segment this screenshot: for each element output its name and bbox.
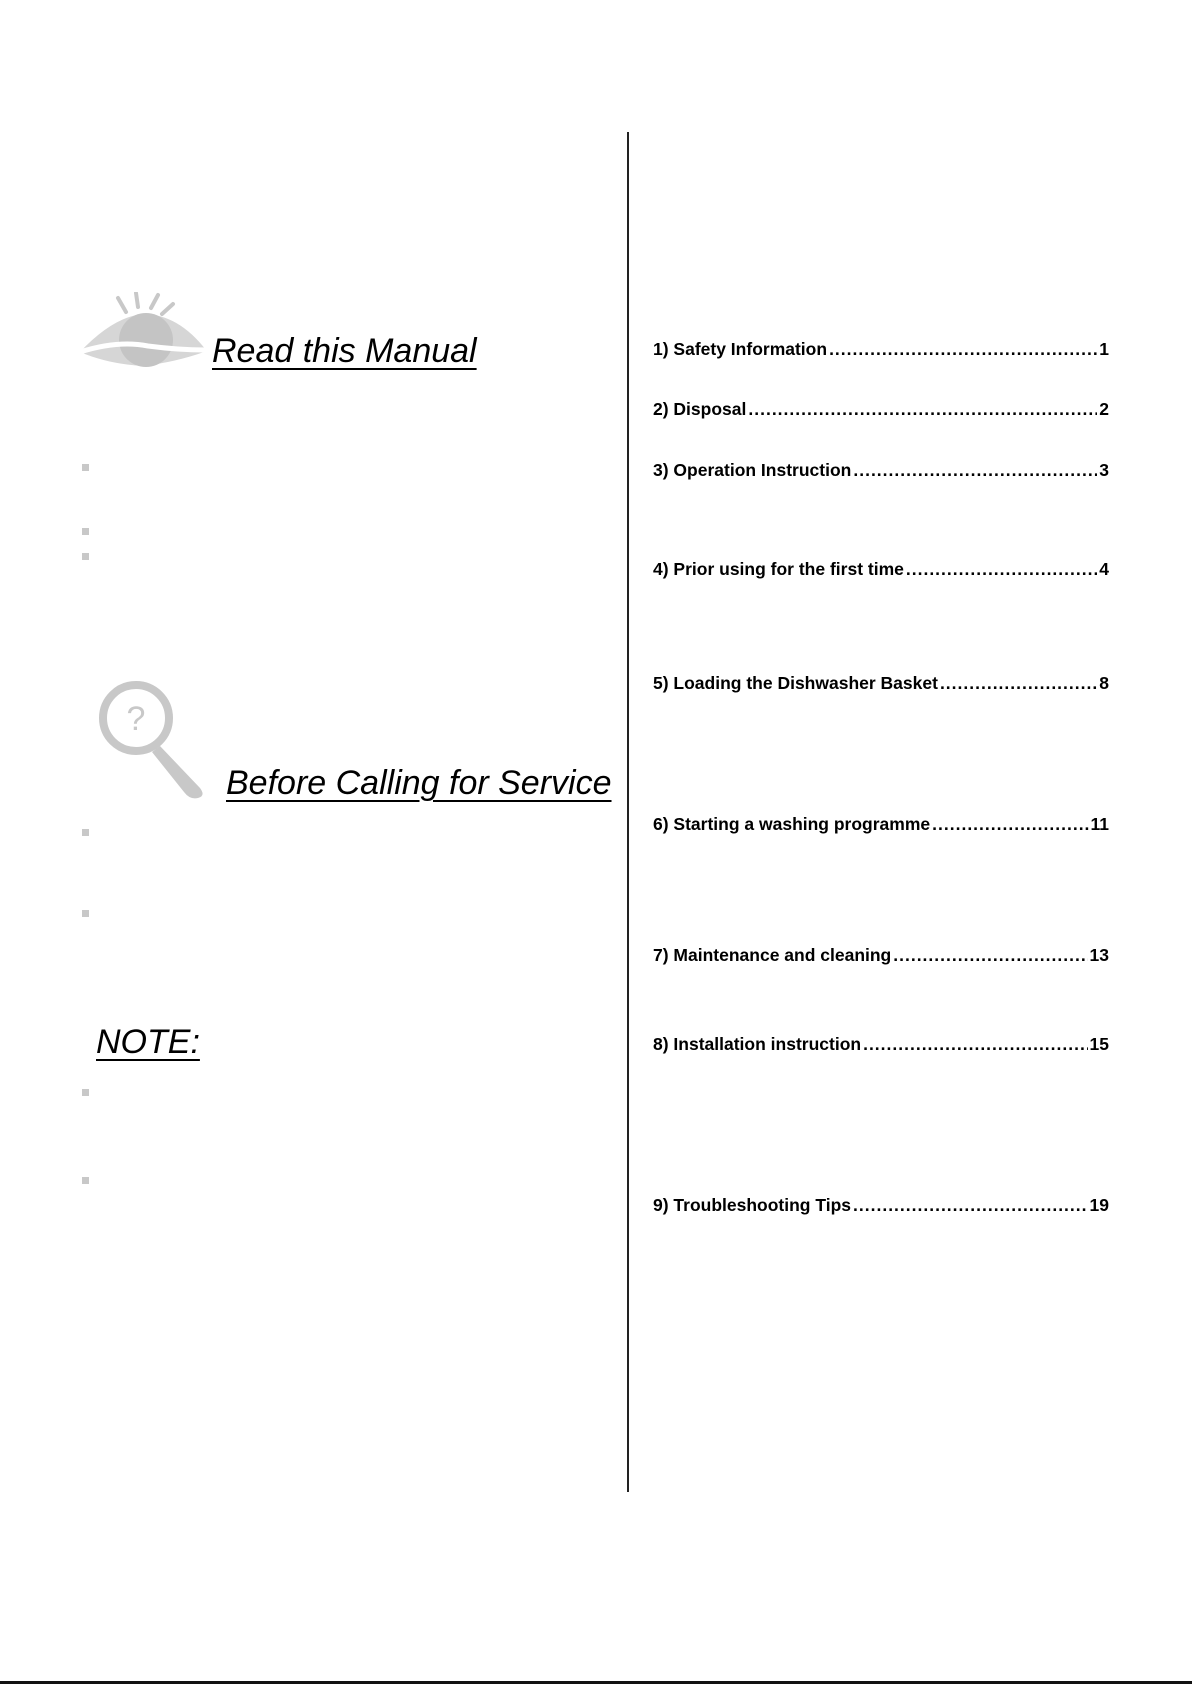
toc-page: 19 xyxy=(1089,1195,1109,1215)
toc-leader xyxy=(932,814,1088,834)
magnifier-question-icon xyxy=(98,680,213,802)
toc-item-safety-information[interactable] xyxy=(653,339,1109,359)
toc-leader xyxy=(893,945,1087,965)
eye-icon xyxy=(78,292,208,377)
toc-label: 7) Maintenance and cleaning xyxy=(653,945,892,965)
toc-leader xyxy=(853,460,1097,480)
toc-leader xyxy=(863,1034,1087,1054)
square-bullet-icon xyxy=(82,1089,89,1096)
toc-item-troubleshooting[interactable] xyxy=(653,1195,1109,1215)
toc-page: 15 xyxy=(1089,1034,1109,1054)
service-heading: Before Calling for Service xyxy=(226,764,612,802)
note-heading: NOTE: xyxy=(96,1023,200,1061)
toc-page: 2 xyxy=(1099,399,1109,419)
toc-item-operation-instruction[interactable] xyxy=(653,460,1109,480)
toc-label: 4) Prior using for the first time xyxy=(653,559,904,579)
toc-item-installation[interactable] xyxy=(653,1034,1109,1054)
toc-item-starting-programme[interactable] xyxy=(653,814,1109,834)
toc-leader xyxy=(940,673,1097,693)
toc-label: 9) Troubleshooting Tips xyxy=(653,1195,852,1215)
toc-page: 1 xyxy=(1099,339,1109,359)
toc-page: 8 xyxy=(1099,673,1109,693)
toc-page: 3 xyxy=(1099,460,1109,480)
square-bullet-icon xyxy=(82,464,89,471)
square-bullet-icon xyxy=(82,829,89,836)
toc-leader xyxy=(829,339,1097,359)
toc-label: 6) Starting a washing programme xyxy=(653,814,931,834)
square-bullet-icon xyxy=(82,1177,89,1184)
toc-label: 8) Installation instruction xyxy=(653,1034,862,1054)
toc-label: 3) Operation Instruction xyxy=(653,460,852,480)
toc-item-maintenance[interactable] xyxy=(653,945,1109,965)
toc-item-loading-basket[interactable] xyxy=(653,673,1109,693)
toc-leader xyxy=(853,1195,1088,1215)
square-bullet-icon xyxy=(82,528,89,535)
toc-page: 4 xyxy=(1099,559,1109,579)
toc-page: 11 xyxy=(1090,814,1109,834)
toc-leader xyxy=(748,399,1097,419)
column-divider xyxy=(627,132,629,1492)
toc-page: 13 xyxy=(1089,945,1109,965)
read-manual-heading: Read this Manual xyxy=(212,332,477,370)
svg-text:?: ? xyxy=(126,700,146,738)
toc-label: 5) Loading the Dishwasher Basket xyxy=(653,673,938,693)
square-bullet-icon xyxy=(82,553,89,560)
square-bullet-icon xyxy=(82,910,89,917)
toc-leader xyxy=(906,559,1097,579)
toc-label: 2) Disposal xyxy=(653,399,747,419)
bottom-edge-rule xyxy=(0,1681,1192,1684)
toc-label: 1) Safety Information xyxy=(653,339,828,359)
toc-item-prior-using[interactable] xyxy=(653,559,1109,579)
toc-item-disposal[interactable] xyxy=(653,399,1109,419)
